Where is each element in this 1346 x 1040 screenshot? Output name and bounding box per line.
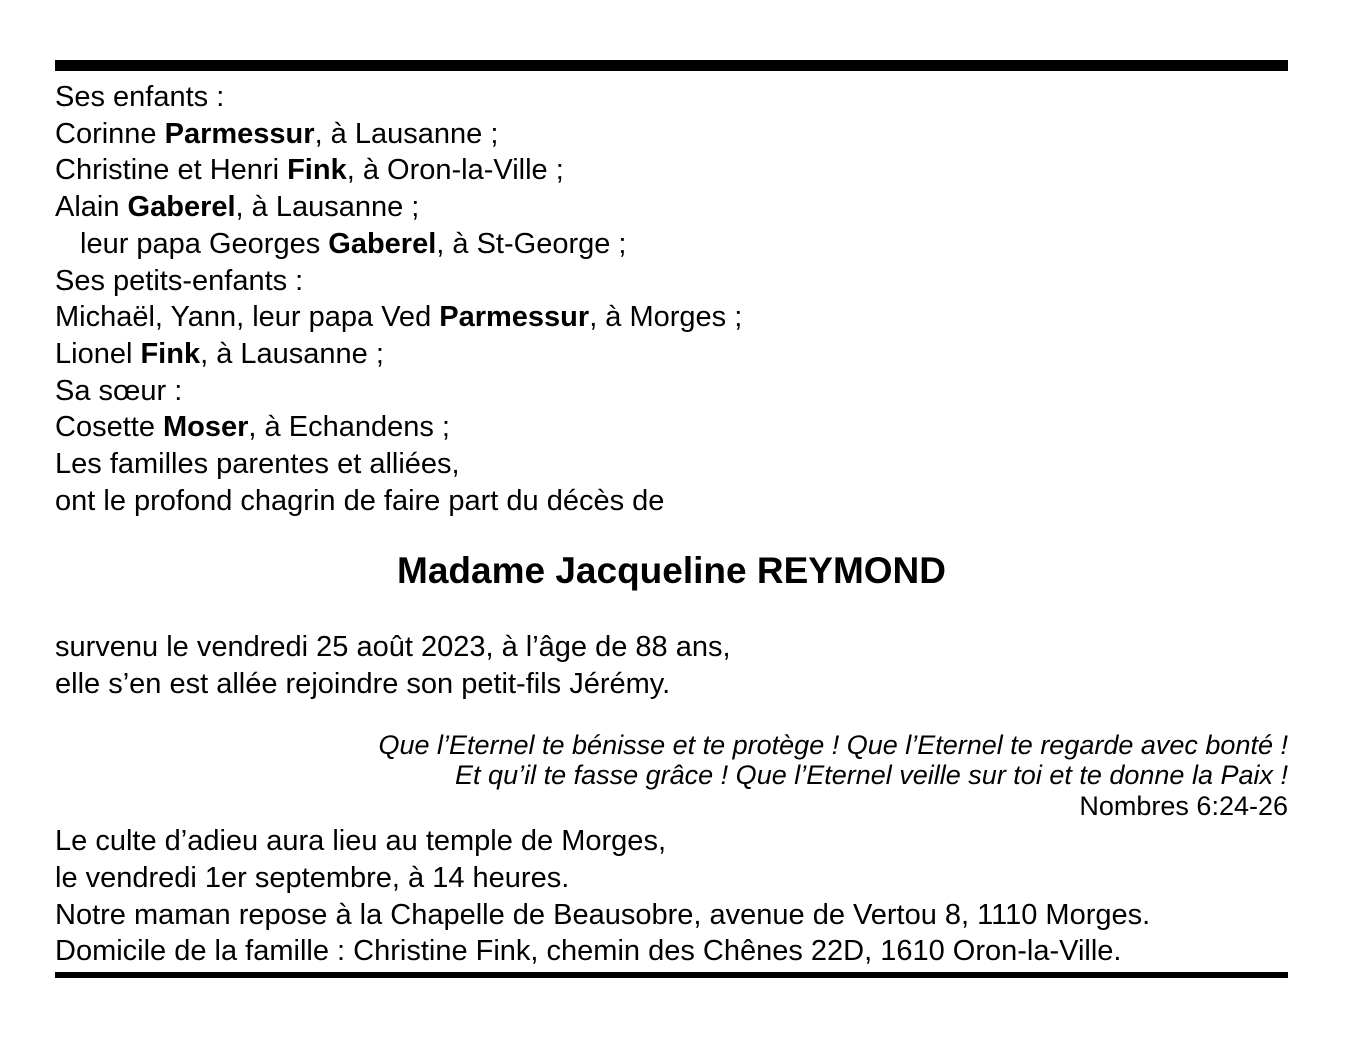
text-line: Domicile de la famille : Christine Fink, chemin des Chênes 22D, 1610 Oron-la-Ville. bbox=[55, 935, 1122, 968]
family-list bbox=[55, 79, 1288, 519]
death-announcement bbox=[55, 629, 1288, 702]
notice-content bbox=[0, 60, 1346, 978]
text-line: Lionel Fink, à Lausanne ; bbox=[55, 337, 384, 370]
text-line: survenu le vendredi 25 août 2023, à l’âge de 88 ans, bbox=[55, 631, 731, 664]
text-line: Et qu’il te fasse grâce ! Que l’Eternel veille sur toi et te donne la Paix ! bbox=[455, 760, 1288, 791]
text-line: Corinne Parmessur, à Lausanne ; bbox=[55, 117, 499, 150]
bottom-rule bbox=[55, 972, 1288, 978]
verse-reference: Nombres 6:24-26 bbox=[1079, 790, 1288, 821]
bible-verse bbox=[55, 730, 1288, 822]
text-line: Les familles parentes et alliées, bbox=[55, 448, 460, 481]
text-line: Cosette Moser, à Echandens ; bbox=[55, 411, 450, 444]
text-line: Ses petits-enfants : bbox=[55, 264, 304, 297]
text-line: Le culte d’adieu aura lieu au temple de Morges, bbox=[55, 825, 666, 858]
text-line: leur papa Georges Gaberel, à St-George ; bbox=[80, 227, 627, 260]
text-line: Alain Gaberel, à Lausanne ; bbox=[55, 191, 420, 224]
text-line: Christine et Henri Fink, à Oron-la-Ville ; bbox=[55, 154, 564, 187]
text-line: Notre maman repose à la Chapelle de Beausobre, avenue de Vertou 8, 1110 Morges. bbox=[55, 898, 1151, 931]
top-rule bbox=[55, 60, 1288, 71]
text-line: elle s’en est allée rejoindre son petit-fils Jérémy. bbox=[55, 668, 671, 701]
text-line: ont le profond chagrin de faire part du décès de bbox=[55, 484, 665, 517]
text-line: Que l’Eternel te bénisse et te protège ! Que l’Eternel te regarde avec bonté ! bbox=[378, 729, 1288, 760]
deceased-name: Madame Jacqueline REYMOND bbox=[397, 550, 946, 592]
ceremony-details bbox=[55, 823, 1288, 970]
text-line: Ses enfants : bbox=[55, 81, 225, 113]
text-line: Michaël, Yann, leur papa Ved Parmessur, à Morges ; bbox=[55, 301, 743, 334]
verse-lines bbox=[55, 730, 1288, 791]
text-line: Sa sœur : bbox=[55, 374, 183, 407]
text-line: le vendredi 1er septembre, à 14 heures. bbox=[55, 862, 570, 895]
